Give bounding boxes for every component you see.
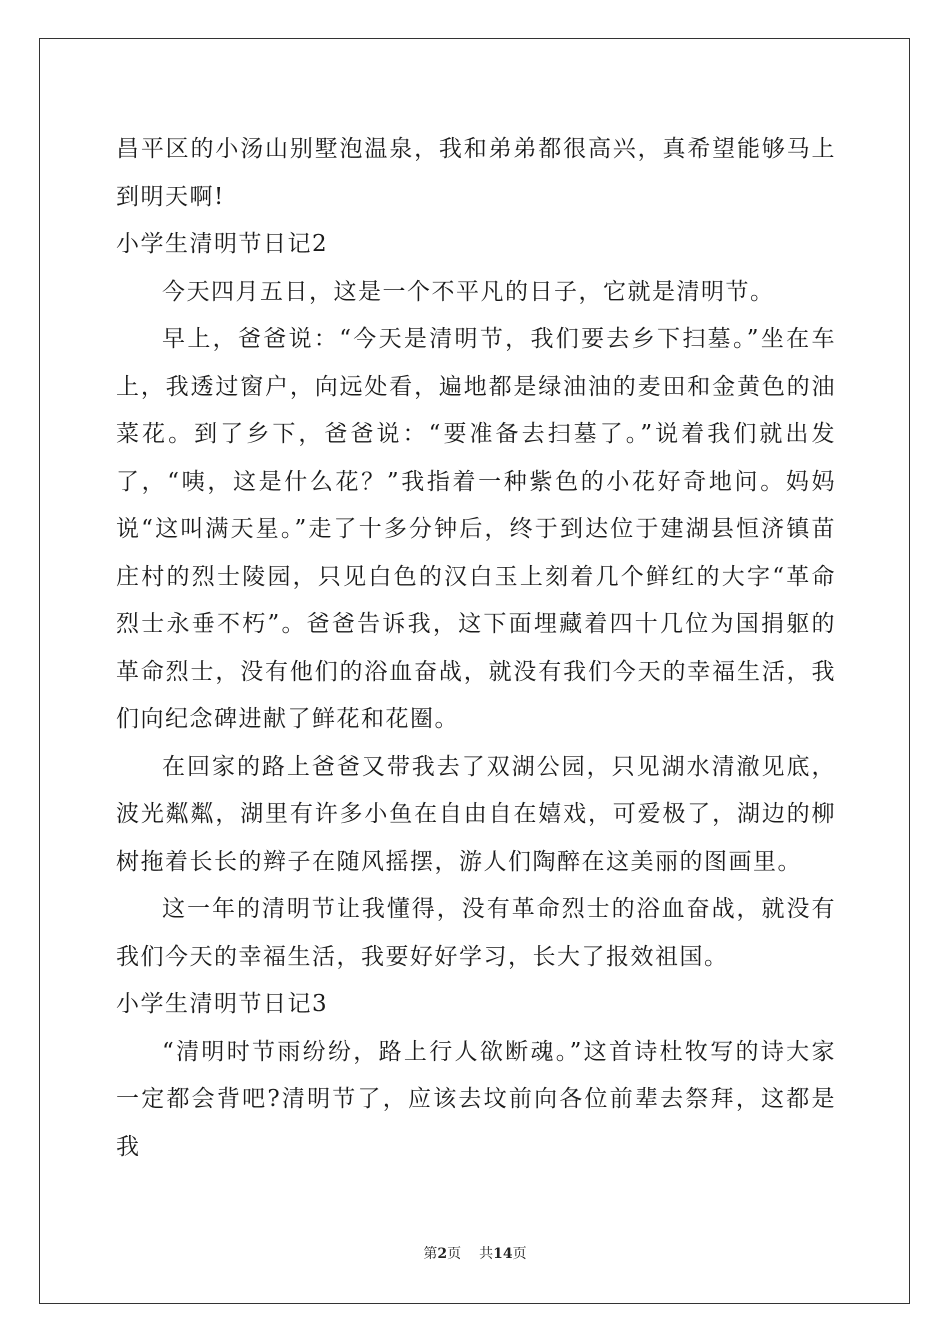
body-paragraph: 这一年的清明节让我懂得，没有革命烈士的浴血奋战，就没有我们今天的幸福生活，我要好好学习，长大了报效祖国。: [116, 896, 836, 970]
body-paragraph: 今天四月五日，这是一个不平凡的日子，它就是清明节。: [162, 278, 775, 305]
section-heading: 小学生清明节日记3: [116, 991, 329, 1017]
current-page-number: 2: [437, 1246, 448, 1262]
body-paragraph: 早上，爸爸说：“今天是清明节，我们要去乡下扫墓。”坐在车上，我透过窗户，向远处看，遍地都是绿油油的麦田和金黄色的油菜花。到了乡下，爸爸说：“要准备去扫墓了。”说着我们就出发了，“咦，这是什么花？”我指着一种紫色的小花好奇地问。妈妈说“这叫满天星。”走了十多分钟后，终于到达位于建湖县恒济镇苗庄村的烈士陵园，只见白色的汉白玉上刻着几个鲜红的大字“革命烈士永垂不朽”。爸爸告诉我，这下面埋藏着四十几位为国捐躯的革命烈士，没有他们的浴血奋战，就没有我们今天的幸福生活，我们向纪念碑进献了鲜花和花圈。: [116, 326, 836, 732]
section-heading: 小学生清明节日记2: [116, 231, 329, 257]
total-prefix: 共: [479, 1246, 494, 1262]
total-pages-number: 14: [493, 1246, 513, 1262]
body-paragraph: 在回家的路上爸爸又带我去了双湖公园，只见湖水清澈见底，波光粼粼，湖里有许多小鱼在自由自在嬉戏，可爱极了，湖边的柳树拖着长长的辫子在随风摇摆，游人们陶醉在这美丽的图画里。: [116, 753, 836, 875]
total-suffix: 页: [512, 1246, 527, 1262]
page-footer: [0, 1243, 950, 1263]
body-paragraph: 昌平区的小汤山别墅泡温泉，我和弟弟都很高兴，真希望能够马上到明天啊!: [116, 136, 836, 210]
page-suffix: 页: [447, 1246, 462, 1262]
page-prefix: 第: [423, 1246, 438, 1262]
document-body: [116, 126, 836, 1171]
body-paragraph: “清明时节雨纷纷，路上行人欲断魂。”这首诗杜牧写的诗大家一定都会背吧?清明节了，应该去坟前向各位前辈去祭拜，这都是我: [116, 1038, 836, 1160]
